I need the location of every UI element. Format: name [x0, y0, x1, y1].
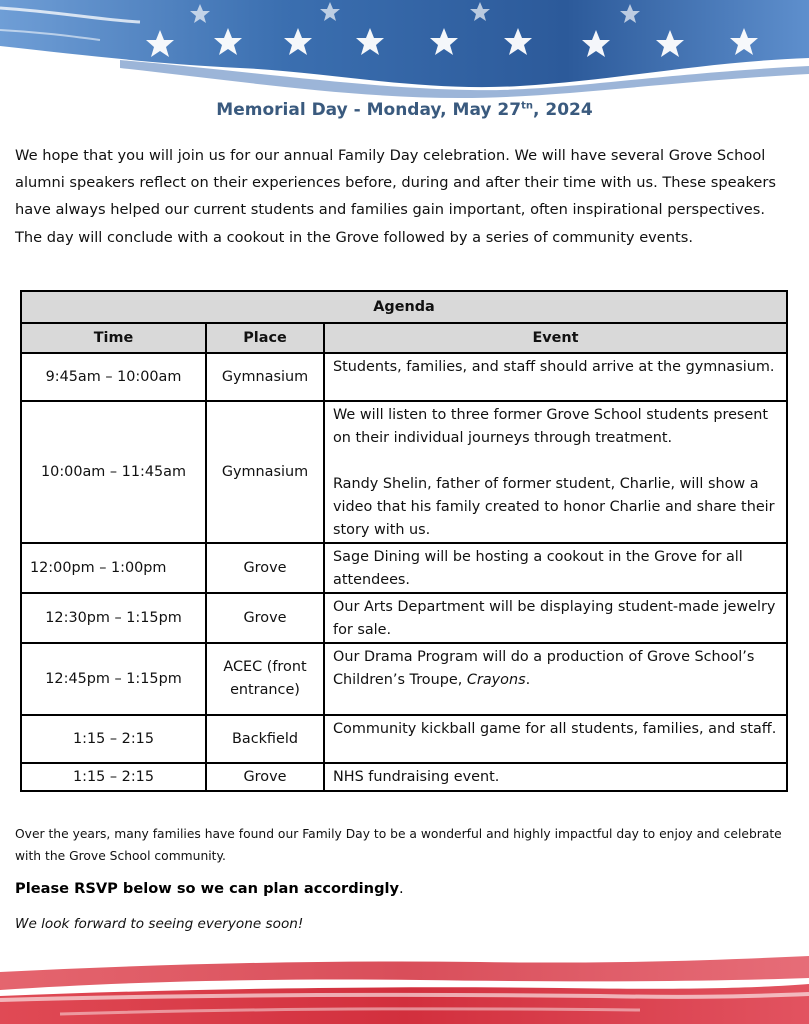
table-row [21, 353, 787, 401]
row-time: 10:00am – 11:45am [21, 401, 206, 543]
column-header-place: Place [206, 323, 324, 353]
row-event [324, 643, 787, 715]
column-header-event: Event [324, 323, 787, 353]
rsvp-line [15, 880, 795, 897]
table-row [21, 543, 787, 593]
line-gap [333, 450, 780, 473]
table-row [21, 715, 787, 763]
row-time: 12:00pm – 1:00pm [21, 543, 206, 593]
event-text: We will listen to three former Grove School students present on their individual journeys through treatment. [333, 407, 769, 446]
flag-banner-bottom [0, 938, 809, 1024]
row-place: Gymnasium [206, 353, 324, 401]
event-text-extra: Randy Shelin, father of former student, Charlie, will show a video that his family created to honor Charlie and share their story with us. [333, 476, 775, 538]
row-time: 9:45am – 10:00am [21, 353, 206, 401]
page-title [0, 100, 809, 120]
row-event: Sage Dining will be hosting a cookout in the Grove for all attendees. [324, 543, 787, 593]
row-place: Backfield [206, 715, 324, 763]
row-time: 12:30pm – 1:15pm [21, 593, 206, 643]
row-event: NHS fundraising event. [324, 763, 787, 791]
title-main: Memorial Day - Monday, May 27 [216, 100, 522, 120]
event-text-end: . [525, 672, 531, 688]
agenda-title: Agenda [21, 291, 787, 323]
rsvp-period: . [399, 880, 404, 897]
signoff-text: We look forward to seeing everyone soon! [15, 916, 304, 932]
stars-and-stripes-graphic [0, 0, 809, 100]
row-event: Our Arts Department will be displaying student-made jewelry for sale. [324, 593, 787, 643]
title-year: , 2024 [532, 100, 593, 120]
title-superscript: tn [521, 100, 533, 112]
row-time: 1:15 – 2:15 [21, 763, 206, 791]
agenda-table [20, 290, 788, 792]
row-place: ACEC (front entrance) [206, 643, 324, 715]
rsvp-bold-text: Please RSVP below so we can plan accordingly [15, 880, 400, 897]
closing-paragraph: Over the years, many families have found our Family Day to be a wonderful and highly impactful day to enjoy and celebrate with the Grove School community. [15, 827, 782, 863]
row-event: Students, families, and staff should arrive at the gymnasium. [324, 353, 787, 401]
row-place: Grove [206, 593, 324, 643]
agenda-title-row [21, 291, 787, 323]
table-row [21, 763, 787, 791]
column-header-time: Time [21, 323, 206, 353]
agenda-header-row [21, 323, 787, 353]
event-title-italic: Crayons [466, 672, 526, 688]
row-event [324, 401, 787, 543]
stripes-graphic [0, 938, 809, 1024]
row-event: Community kickball game for all students, families, and staff. [324, 715, 787, 763]
row-place: Grove [206, 543, 324, 593]
table-row [21, 643, 787, 715]
intro-paragraph: We hope that you will join us for our annual Family Day celebration. We will have several Grove School alumni speakers reflect on their experiences before, during and after their time with us. These speakers have always helped our current students and families gain important, often inspirational perspectives. The day will conclude with a cookout in the Grove followed by a series of community events. [15, 147, 777, 246]
row-place: Grove [206, 763, 324, 791]
row-place: Gymnasium [206, 401, 324, 543]
table-row [21, 401, 787, 543]
flag-banner-top [0, 0, 809, 100]
row-time: 1:15 – 2:15 [21, 715, 206, 763]
event-text: Our Drama Program will do a production of Grove School’s Children’s Troupe, [333, 649, 755, 688]
row-time: 12:45pm – 1:15pm [21, 643, 206, 715]
table-row [21, 593, 787, 643]
